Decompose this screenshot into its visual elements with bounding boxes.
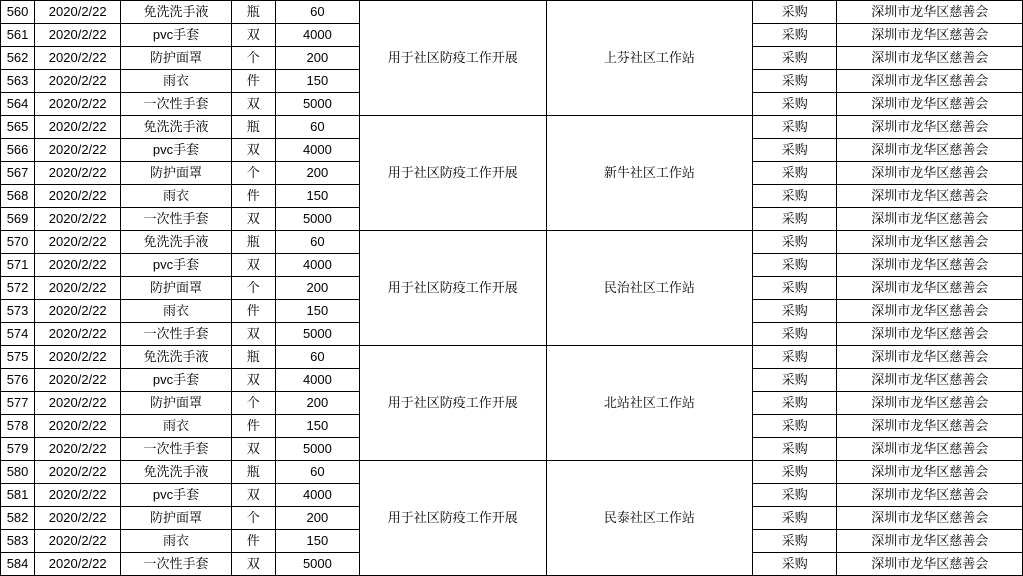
cell-item[interactable]: 雨衣: [121, 70, 231, 93]
cell-organization[interactable]: 深圳市龙华区慈善会: [837, 47, 1023, 70]
cell-organization[interactable]: 深圳市龙华区慈善会: [837, 300, 1023, 323]
cell-item[interactable]: 免洗洗手液: [121, 231, 231, 254]
cell-id[interactable]: 564: [1, 93, 35, 116]
cell-type[interactable]: 采购: [753, 300, 837, 323]
cell-unit[interactable]: 件: [231, 300, 275, 323]
cell-id[interactable]: 561: [1, 24, 35, 47]
cell-type[interactable]: 采购: [753, 392, 837, 415]
cell-organization[interactable]: 深圳市龙华区慈善会: [837, 162, 1023, 185]
cell-type[interactable]: 采购: [753, 461, 837, 484]
cell-type[interactable]: 采购: [753, 553, 837, 576]
cell-unit[interactable]: 个: [231, 392, 275, 415]
cell-type[interactable]: 采购: [753, 208, 837, 231]
cell-qty[interactable]: 5000: [275, 323, 359, 346]
cell-id[interactable]: 563: [1, 70, 35, 93]
cell-organization[interactable]: 深圳市龙华区慈善会: [837, 461, 1023, 484]
cell-date[interactable]: 2020/2/22: [35, 185, 121, 208]
cell-unit[interactable]: 瓶: [231, 461, 275, 484]
cell-item[interactable]: 防护面罩: [121, 507, 231, 530]
cell-date[interactable]: 2020/2/22: [35, 162, 121, 185]
cell-item[interactable]: 免洗洗手液: [121, 346, 231, 369]
cell-unit[interactable]: 双: [231, 369, 275, 392]
cell-organization[interactable]: 深圳市龙华区慈善会: [837, 254, 1023, 277]
cell-date[interactable]: 2020/2/22: [35, 277, 121, 300]
cell-qty[interactable]: 200: [275, 392, 359, 415]
cell-id[interactable]: 560: [1, 1, 35, 24]
cell-unit[interactable]: 瓶: [231, 346, 275, 369]
table-row[interactable]: [1, 116, 1023, 139]
cell-item[interactable]: 雨衣: [121, 185, 231, 208]
cell-type[interactable]: 采购: [753, 507, 837, 530]
cell-date[interactable]: 2020/2/22: [35, 415, 121, 438]
cell-id[interactable]: 575: [1, 346, 35, 369]
cell-type[interactable]: 采购: [753, 438, 837, 461]
cell-type[interactable]: 采购: [753, 93, 837, 116]
cell-item[interactable]: 免洗洗手液: [121, 461, 231, 484]
cell-organization[interactable]: 深圳市龙华区慈善会: [837, 231, 1023, 254]
cell-unit[interactable]: 个: [231, 507, 275, 530]
cell-id[interactable]: 584: [1, 553, 35, 576]
cell-id[interactable]: 583: [1, 530, 35, 553]
cell-qty[interactable]: 5000: [275, 553, 359, 576]
table-row[interactable]: [1, 346, 1023, 369]
cell-destination[interactable]: 新牛社区工作站: [546, 116, 753, 231]
cell-purpose[interactable]: 用于社区防疫工作开展: [360, 461, 547, 576]
cell-item[interactable]: 雨衣: [121, 530, 231, 553]
cell-id[interactable]: 571: [1, 254, 35, 277]
cell-date[interactable]: 2020/2/22: [35, 24, 121, 47]
cell-qty[interactable]: 60: [275, 1, 359, 24]
cell-id[interactable]: 581: [1, 484, 35, 507]
cell-type[interactable]: 采购: [753, 185, 837, 208]
cell-date[interactable]: 2020/2/22: [35, 369, 121, 392]
cell-date[interactable]: 2020/2/22: [35, 1, 121, 24]
cell-unit[interactable]: 个: [231, 277, 275, 300]
cell-date[interactable]: 2020/2/22: [35, 116, 121, 139]
cell-item[interactable]: 雨衣: [121, 300, 231, 323]
cell-id[interactable]: 578: [1, 415, 35, 438]
cell-date[interactable]: 2020/2/22: [35, 530, 121, 553]
cell-organization[interactable]: 深圳市龙华区慈善会: [837, 70, 1023, 93]
cell-qty[interactable]: 5000: [275, 438, 359, 461]
cell-date[interactable]: 2020/2/22: [35, 484, 121, 507]
cell-unit[interactable]: 双: [231, 93, 275, 116]
cell-unit[interactable]: 双: [231, 139, 275, 162]
cell-organization[interactable]: 深圳市龙华区慈善会: [837, 438, 1023, 461]
cell-id[interactable]: 579: [1, 438, 35, 461]
cell-qty[interactable]: 4000: [275, 254, 359, 277]
cell-type[interactable]: 采购: [753, 1, 837, 24]
cell-item[interactable]: 免洗洗手液: [121, 1, 231, 24]
cell-qty[interactable]: 200: [275, 162, 359, 185]
cell-organization[interactable]: 深圳市龙华区慈善会: [837, 185, 1023, 208]
cell-organization[interactable]: 深圳市龙华区慈善会: [837, 139, 1023, 162]
cell-type[interactable]: 采购: [753, 369, 837, 392]
cell-date[interactable]: 2020/2/22: [35, 208, 121, 231]
cell-qty[interactable]: 4000: [275, 484, 359, 507]
cell-unit[interactable]: 双: [231, 323, 275, 346]
cell-organization[interactable]: 深圳市龙华区慈善会: [837, 553, 1023, 576]
cell-date[interactable]: 2020/2/22: [35, 438, 121, 461]
cell-type[interactable]: 采购: [753, 254, 837, 277]
cell-qty[interactable]: 200: [275, 47, 359, 70]
cell-item[interactable]: pvc手套: [121, 484, 231, 507]
cell-qty[interactable]: 150: [275, 530, 359, 553]
cell-type[interactable]: 采购: [753, 116, 837, 139]
cell-item[interactable]: 一次性手套: [121, 438, 231, 461]
table-row[interactable]: [1, 461, 1023, 484]
cell-date[interactable]: 2020/2/22: [35, 231, 121, 254]
cell-date[interactable]: 2020/2/22: [35, 323, 121, 346]
cell-id[interactable]: 567: [1, 162, 35, 185]
cell-qty[interactable]: 150: [275, 300, 359, 323]
cell-item[interactable]: 一次性手套: [121, 323, 231, 346]
cell-id[interactable]: 566: [1, 139, 35, 162]
cell-qty[interactable]: 60: [275, 461, 359, 484]
cell-organization[interactable]: 深圳市龙华区慈善会: [837, 323, 1023, 346]
cell-unit[interactable]: 件: [231, 530, 275, 553]
cell-type[interactable]: 采购: [753, 231, 837, 254]
cell-date[interactable]: 2020/2/22: [35, 461, 121, 484]
cell-qty[interactable]: 60: [275, 346, 359, 369]
cell-unit[interactable]: 双: [231, 438, 275, 461]
cell-qty[interactable]: 200: [275, 277, 359, 300]
cell-type[interactable]: 采购: [753, 484, 837, 507]
cell-type[interactable]: 采购: [753, 346, 837, 369]
cell-item[interactable]: pvc手套: [121, 24, 231, 47]
cell-type[interactable]: 采购: [753, 162, 837, 185]
cell-unit[interactable]: 双: [231, 484, 275, 507]
cell-item[interactable]: 免洗洗手液: [121, 116, 231, 139]
cell-date[interactable]: 2020/2/22: [35, 139, 121, 162]
cell-id[interactable]: 576: [1, 369, 35, 392]
cell-item[interactable]: 一次性手套: [121, 208, 231, 231]
cell-id[interactable]: 572: [1, 277, 35, 300]
cell-unit[interactable]: 件: [231, 415, 275, 438]
cell-item[interactable]: 防护面罩: [121, 392, 231, 415]
cell-date[interactable]: 2020/2/22: [35, 47, 121, 70]
cell-date[interactable]: 2020/2/22: [35, 507, 121, 530]
cell-date[interactable]: 2020/2/22: [35, 553, 121, 576]
cell-item[interactable]: 一次性手套: [121, 553, 231, 576]
cell-qty[interactable]: 150: [275, 70, 359, 93]
cell-type[interactable]: 采购: [753, 530, 837, 553]
cell-unit[interactable]: 件: [231, 185, 275, 208]
cell-organization[interactable]: 深圳市龙华区慈善会: [837, 93, 1023, 116]
cell-destination[interactable]: 北站社区工作站: [546, 346, 753, 461]
cell-organization[interactable]: 深圳市龙华区慈善会: [837, 415, 1023, 438]
cell-unit[interactable]: 双: [231, 24, 275, 47]
cell-unit[interactable]: 个: [231, 47, 275, 70]
cell-qty[interactable]: 5000: [275, 93, 359, 116]
cell-id[interactable]: 574: [1, 323, 35, 346]
cell-id[interactable]: 562: [1, 47, 35, 70]
cell-purpose[interactable]: 用于社区防疫工作开展: [360, 346, 547, 461]
cell-qty[interactable]: 200: [275, 507, 359, 530]
cell-item[interactable]: pvc手套: [121, 254, 231, 277]
cell-item[interactable]: 防护面罩: [121, 162, 231, 185]
cell-id[interactable]: 570: [1, 231, 35, 254]
cell-qty[interactable]: 60: [275, 231, 359, 254]
cell-id[interactable]: 568: [1, 185, 35, 208]
cell-date[interactable]: 2020/2/22: [35, 70, 121, 93]
cell-organization[interactable]: 深圳市龙华区慈善会: [837, 1, 1023, 24]
cell-item[interactable]: 防护面罩: [121, 277, 231, 300]
cell-id[interactable]: 573: [1, 300, 35, 323]
cell-destination[interactable]: 上芬社区工作站: [546, 1, 753, 116]
cell-organization[interactable]: 深圳市龙华区慈善会: [837, 116, 1023, 139]
cell-id[interactable]: 565: [1, 116, 35, 139]
cell-date[interactable]: 2020/2/22: [35, 346, 121, 369]
cell-date[interactable]: 2020/2/22: [35, 300, 121, 323]
cell-destination[interactable]: 民治社区工作站: [546, 231, 753, 346]
cell-unit[interactable]: 件: [231, 70, 275, 93]
cell-date[interactable]: 2020/2/22: [35, 392, 121, 415]
cell-purpose[interactable]: 用于社区防疫工作开展: [360, 231, 547, 346]
table-row[interactable]: [1, 1, 1023, 24]
cell-organization[interactable]: 深圳市龙华区慈善会: [837, 392, 1023, 415]
cell-qty[interactable]: 60: [275, 116, 359, 139]
table-body: [1, 1, 1023, 576]
cell-organization[interactable]: 深圳市龙华区慈善会: [837, 369, 1023, 392]
cell-date[interactable]: 2020/2/22: [35, 93, 121, 116]
cell-destination[interactable]: 民泰社区工作站: [546, 461, 753, 576]
cell-organization[interactable]: 深圳市龙华区慈善会: [837, 530, 1023, 553]
cell-item[interactable]: 防护面罩: [121, 47, 231, 70]
cell-unit[interactable]: 双: [231, 208, 275, 231]
cell-organization[interactable]: 深圳市龙华区慈善会: [837, 208, 1023, 231]
cell-type[interactable]: 采购: [753, 277, 837, 300]
cell-qty[interactable]: 150: [275, 415, 359, 438]
cell-organization[interactable]: 深圳市龙华区慈善会: [837, 484, 1023, 507]
cell-unit[interactable]: 瓶: [231, 1, 275, 24]
cell-item[interactable]: 雨衣: [121, 415, 231, 438]
cell-item[interactable]: pvc手套: [121, 369, 231, 392]
cell-id[interactable]: 569: [1, 208, 35, 231]
cell-organization[interactable]: 深圳市龙华区慈善会: [837, 507, 1023, 530]
cell-item[interactable]: 一次性手套: [121, 93, 231, 116]
cell-qty[interactable]: 4000: [275, 369, 359, 392]
cell-type[interactable]: 采购: [753, 70, 837, 93]
cell-qty[interactable]: 4000: [275, 139, 359, 162]
cell-unit[interactable]: 瓶: [231, 231, 275, 254]
cell-unit[interactable]: 个: [231, 162, 275, 185]
cell-id[interactable]: 577: [1, 392, 35, 415]
cell-item[interactable]: pvc手套: [121, 139, 231, 162]
cell-qty[interactable]: 5000: [275, 208, 359, 231]
cell-purpose[interactable]: 用于社区防疫工作开展: [360, 116, 547, 231]
cell-unit[interactable]: 双: [231, 254, 275, 277]
cell-unit[interactable]: 双: [231, 553, 275, 576]
cell-organization[interactable]: 深圳市龙华区慈善会: [837, 277, 1023, 300]
cell-date[interactable]: 2020/2/22: [35, 254, 121, 277]
cell-type[interactable]: 采购: [753, 24, 837, 47]
cell-qty[interactable]: 4000: [275, 24, 359, 47]
cell-type[interactable]: 采购: [753, 47, 837, 70]
table-row[interactable]: [1, 231, 1023, 254]
cell-organization[interactable]: 深圳市龙华区慈善会: [837, 346, 1023, 369]
cell-type[interactable]: 采购: [753, 139, 837, 162]
cell-purpose[interactable]: 用于社区防疫工作开展: [360, 1, 547, 116]
cell-id[interactable]: 582: [1, 507, 35, 530]
cell-organization[interactable]: 深圳市龙华区慈善会: [837, 24, 1023, 47]
cell-type[interactable]: 采购: [753, 415, 837, 438]
cell-id[interactable]: 580: [1, 461, 35, 484]
cell-qty[interactable]: 150: [275, 185, 359, 208]
cell-type[interactable]: 采购: [753, 323, 837, 346]
cell-unit[interactable]: 瓶: [231, 116, 275, 139]
